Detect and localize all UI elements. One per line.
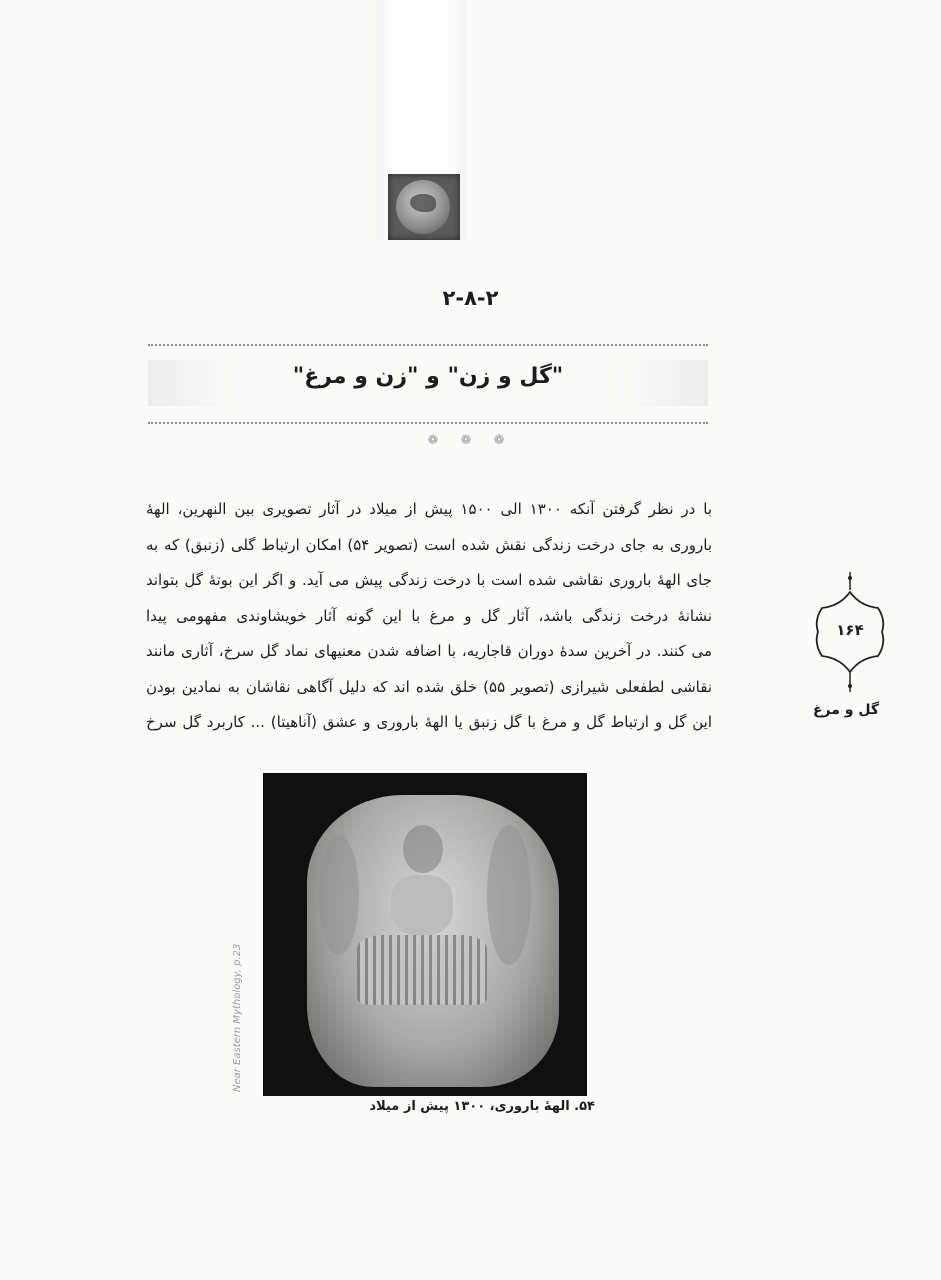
figure-caption: ۵۴. الهۀ باروری، ۱۳۰۰ پیش از میلاد (369, 1099, 595, 1114)
goddess-head-shape (403, 825, 443, 873)
plant-left-shape (319, 835, 359, 955)
section-number: ۲-۸-۲ (442, 286, 499, 310)
goddess-skirt-shape (357, 935, 487, 1005)
body-line: نشانۀ درخت زندگی باشد، آثار گل و مرغ با این گونه آثار خویشاوندی مفهومی پیدا (146, 606, 712, 625)
body-paragraph (146, 492, 712, 741)
title-band (148, 344, 708, 424)
running-head: گل و مرغ (812, 702, 880, 718)
body-line: جای الهۀ باروری نقاشی شده است با درخت زندگی پیش می آید. و اگر این بوتۀ گل بتواند (146, 571, 712, 589)
body-line: نقاشی لطفعلی شیرازی (تصویر ۵۵) خلق شده اند که دلیل آگاهی نقاشان به نمادین بودن (146, 677, 712, 696)
section-title: "گل و زن" و "زن و مرغ" (292, 364, 564, 389)
emblem-bird-icon (410, 194, 436, 212)
figure-credit: Near Eastern Mythology, p.23 (232, 943, 243, 1092)
chapter-emblem (388, 174, 460, 240)
page-number: ۱۶۴ (836, 621, 864, 639)
ornament-stars-icon: ❁ ❁ ❁ (427, 433, 514, 448)
body-line: با در نظر گرفتن آنکه ۱۳۰۰ الی ۱۵۰۰ پیش از میلاد در آثار تصویری بین النهرین، الهۀ (146, 500, 712, 518)
body-line: می کنند. در آخرین سدۀ دوران قاجاریه، با اضافه شدن معنیهای نماد گل سرخ، آثاری مانند (146, 642, 712, 660)
relief-figure-image (263, 773, 587, 1096)
goddess-torso-shape (391, 875, 453, 935)
plant-right-shape (487, 825, 531, 965)
stone-relief (307, 795, 559, 1087)
body-line: این گل و ارتباط گل و مرغ با گل زنبق یا الهۀ باروری و عشق (آناهیتا) ... کاربرد گل سرخ (146, 713, 712, 731)
body-line: باروری به جای درخت زندگی نقش شده است (تصویر ۵۴) امکان ارتباط گلی (زنبق) که به (146, 535, 712, 554)
